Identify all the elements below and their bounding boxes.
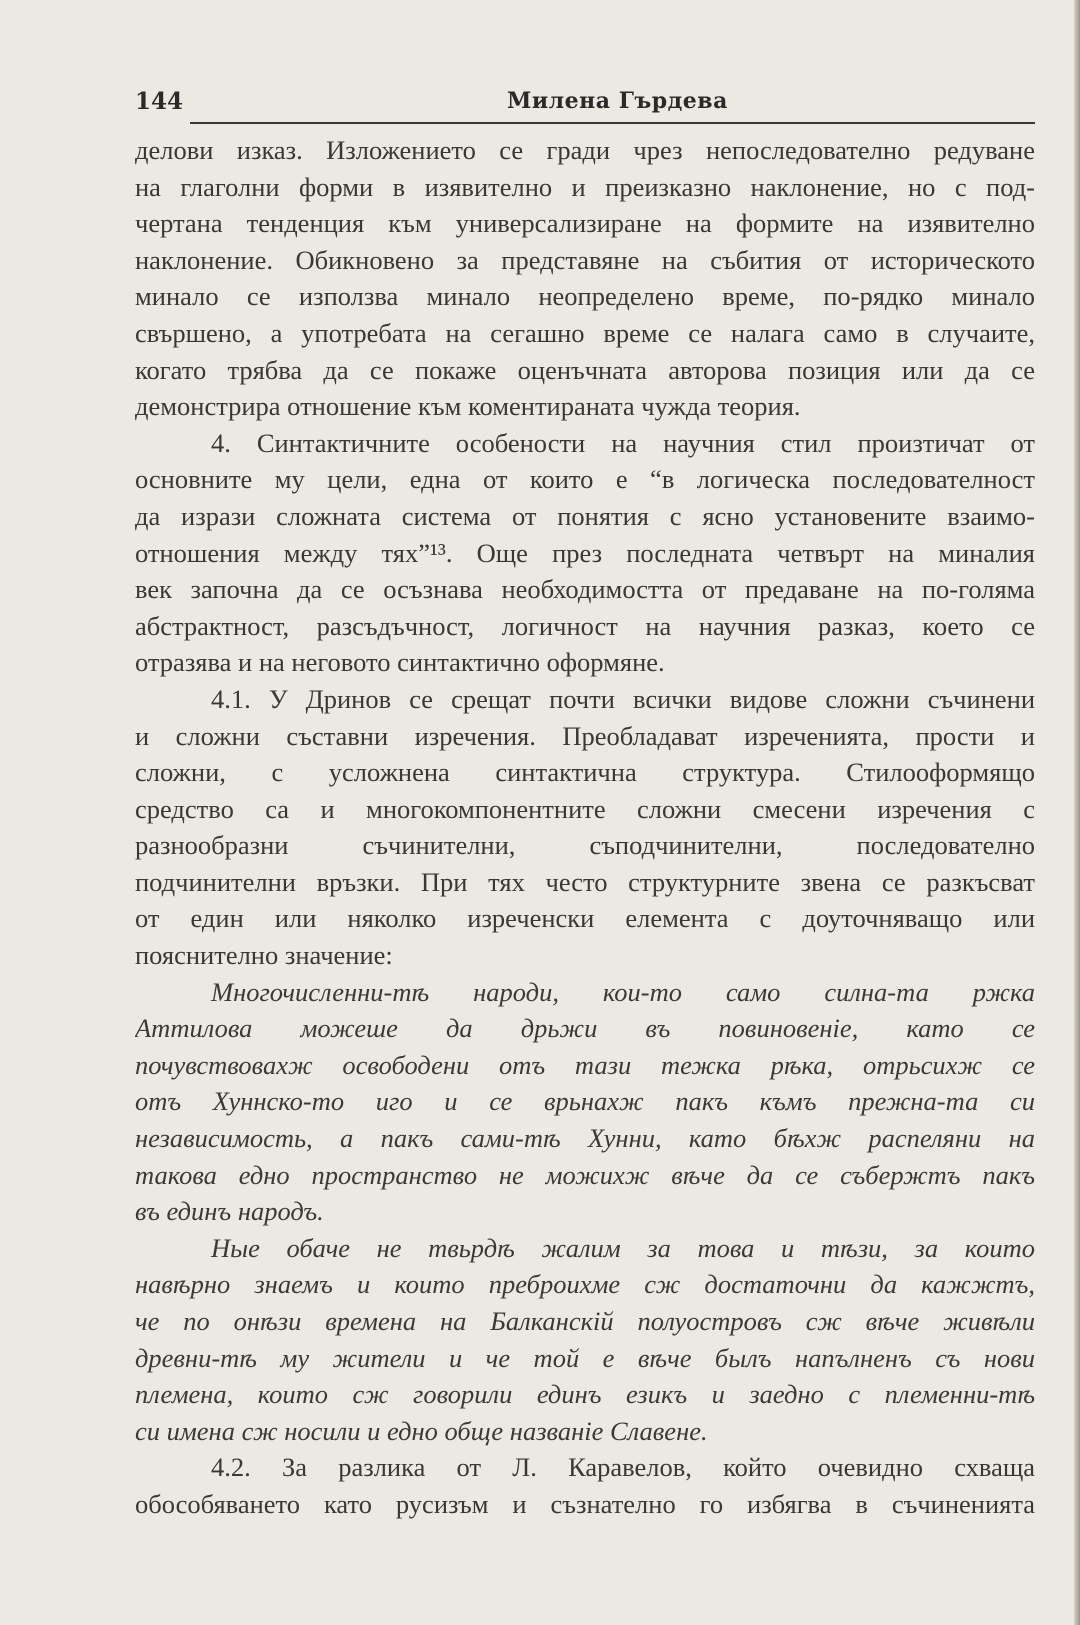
text-line: Аттилова можеше да дрьжи въ повиновеніе, като се [135,1013,1035,1044]
text-line: подчинителни връзки. При тях често структурните звена се разкъсват [135,866,1035,897]
text-line: демонстрира отношение към коментираната чужда теория. [135,391,801,422]
paragraph [135,1449,1035,1522]
paragraph [135,425,1035,681]
page-number: 144 [135,88,184,115]
text-line: Ные обаче не твьрдѣ жалим за това и тѣзи, за които [211,1232,1035,1263]
text-line: си имена сж носили и едно обще названіе Славене. [135,1415,708,1446]
text-line: основните му цели, една от които е “в логическа последователност [135,464,1035,495]
text-line: отразява и на неговото синтактично оформяне. [135,647,665,678]
text-line: чертана тенденция към универсализиране на формите на изявително [135,208,1035,239]
text-line: 4.1. У Дринов се срещат почти всички видове сложни съчинени [211,683,1035,714]
page-header [135,84,1035,124]
text-line: сложни, с усложнена синтактична структура. Стилоoформящо [135,757,1035,788]
text-line: отъ Хуннско-то иго и се врьнахж пакъ къмъ прежна-та си [135,1086,1035,1117]
text-line: на глаголни форми в изявително и преизказно наклонение, но с под- [135,171,1035,202]
text-line: въ единъ народъ. [135,1196,324,1227]
text-line: век започна да се осъзнава необходимостта от предаване на по-голяма [135,574,1035,605]
text-line: отношения между тях”¹³. Още през последната четвърт на миналия [135,537,1035,568]
text-line: наклонение. Обикновено за представяне на събития от историческото [135,244,1035,275]
quote-paragraph [135,974,1035,1230]
paragraph [135,681,1035,974]
text-line: 4. Синтактичните особености на научния стил произтичат от [211,427,1035,458]
text-line: и сложни съставни изречения. Преобладават изреченията, прости и [135,720,1035,751]
text-line: от един или няколко изреченски елемента с доуточняващо или [135,903,1035,934]
text-line: да изрази сложната система от понятия с ясно установените взаимо- [135,500,1035,531]
text-line: делови изказ. Изложението се гради чрез непоследователно редуване [135,135,1035,165]
page-edge [1074,0,1080,1625]
text-line: разнообразни съчинителни, съподчинителни, последователно [135,830,1035,861]
text-line: древни-тѣ му жители и че той е вѣче былъ напълненъ съ нови [135,1342,1035,1373]
running-head-author: Милена Гърдева [507,88,728,114]
text-body [135,132,1035,1523]
text-line: средство са и многокомпонентните сложни смесени изречения с [135,793,1035,824]
header-rule [190,122,1035,124]
text-line: почувствовахж освободени отъ тази тежка рѣка, отрьсихж се [135,1049,1035,1080]
text-line: свършено, а употребата на сегашно време се налага само в случаите, [135,317,1035,348]
text-line: когато трябва да се покаже оценъчната авторова позиция или да се [135,354,1035,385]
text-line: 4.2. За разлика от Л. Каравелов, който очевидно схваща [211,1452,1035,1483]
text-line: Многочисленни-тѣ народи, кои-то само силна-та ржка [211,976,1035,1007]
text-line: навѣрно знаемъ и които преброихме сж достаточни да кажжтъ, [135,1269,1035,1300]
text-line: че по онѣзи времена на Балканскій полуостровъ сж вѣче живѣли [135,1306,1035,1336]
text-line: абстрактност, разсъдъчност, логичност на научния разказ, което се [135,610,1035,641]
paragraph [135,132,1035,425]
text-line: такова едно пространство не можихж вѣче да се събержтъ пакъ [135,1159,1035,1190]
text-line: обособяването като русизъм и съзнателно го избягва в съчиненията [135,1488,1035,1519]
text-line: племена, които сж говорили единъ езикъ и заедно с племенни-тѣ [135,1379,1035,1410]
text-line: пояснително значение: [135,940,393,971]
text-line: независимость, а пакъ сами-тѣ Хунни, като бѣхж распеляни на [135,1123,1035,1154]
text-line: минало се използва минало неопределено време, по-рядко минало [135,281,1035,312]
quote-paragraph [135,1230,1035,1450]
